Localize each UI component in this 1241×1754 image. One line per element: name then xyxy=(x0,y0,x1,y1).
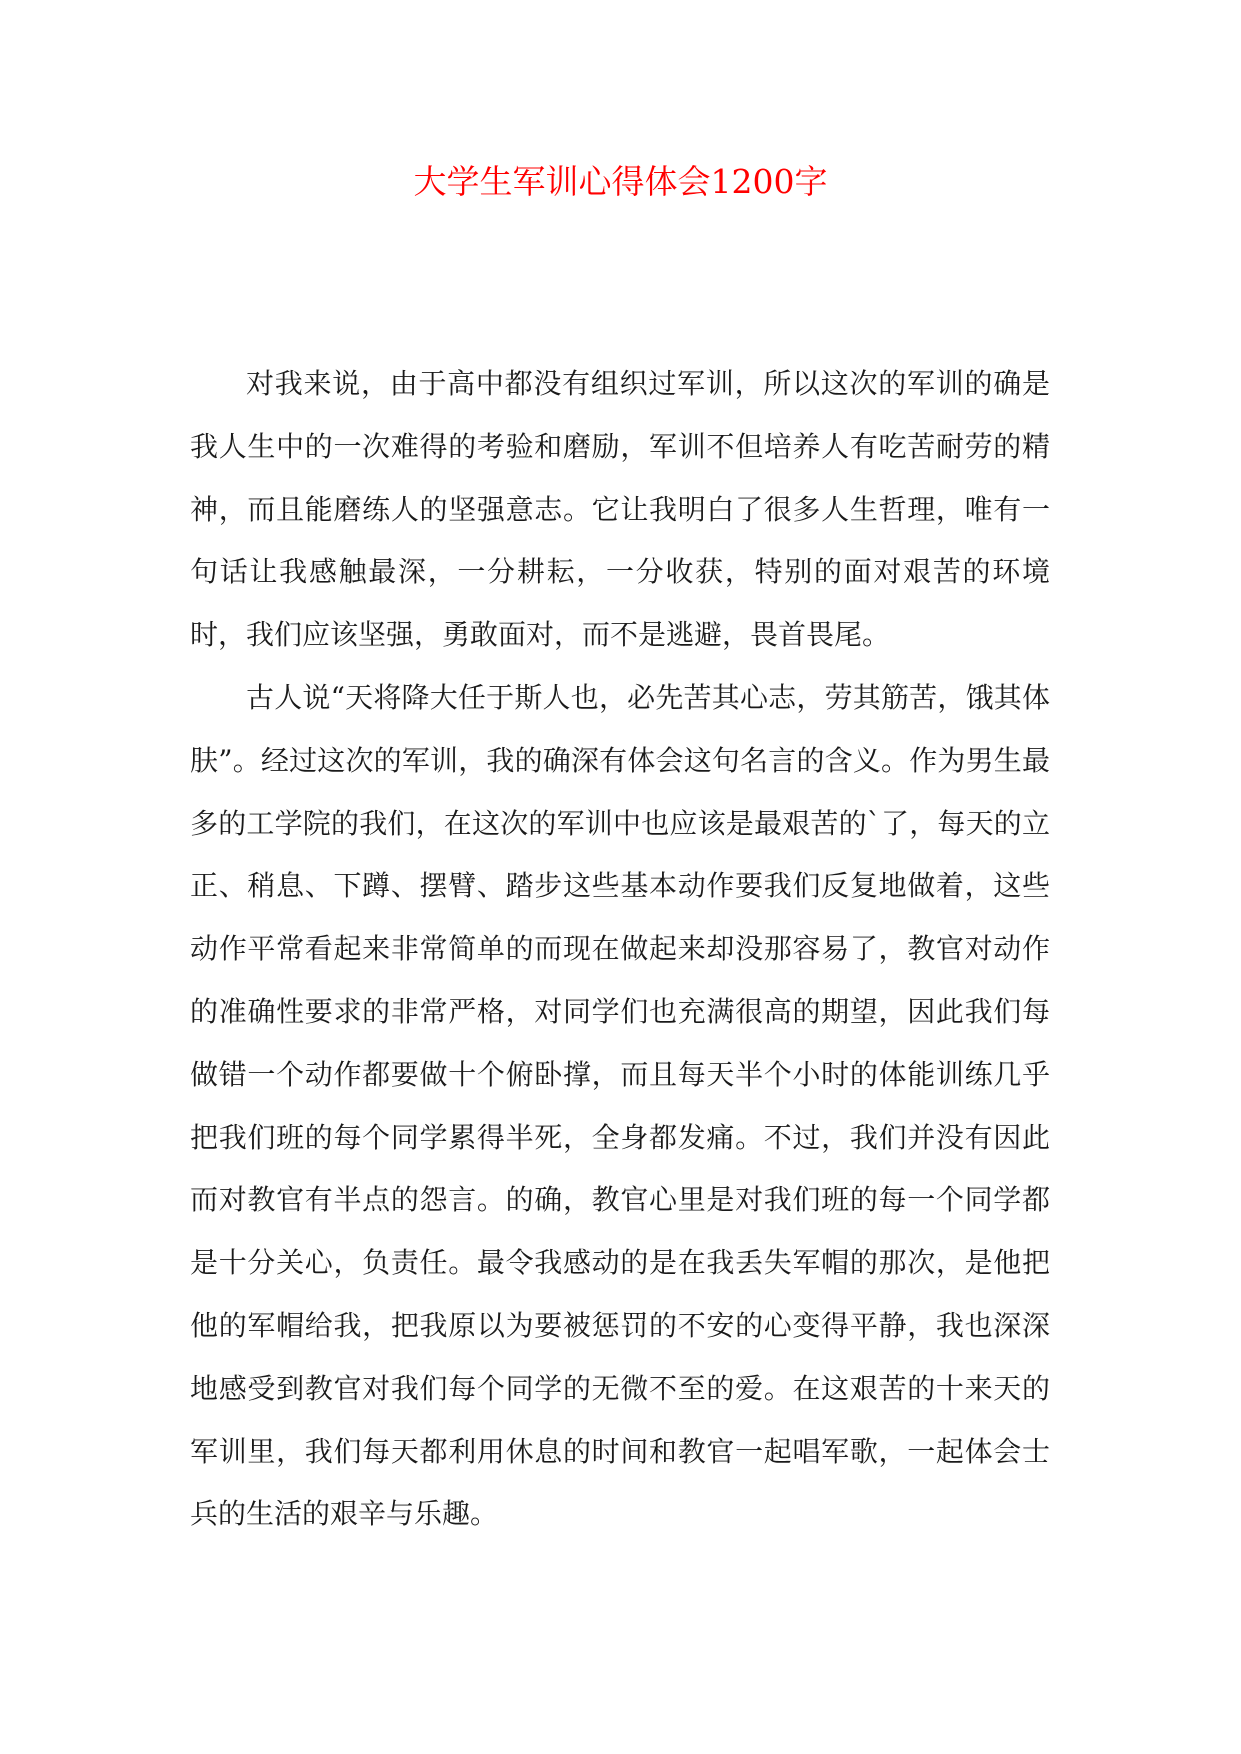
document-title: 大学生军训心得体会1200字 xyxy=(413,162,828,201)
document-body xyxy=(190,353,1050,1546)
paragraph-1: 对我来说，由于高中都没有组织过军训，所以这次的军训的确是我人生中的一次难得的考验和磨励，军训不但培养人有吃苦耐劳的精神，而且能磨练人的坚强意志。它让我明白了很多人生哲理，唯有一句话让我感触最深，一分耕耘，一分收获，特别的面对艰苦的环境时，我们应该坚强，勇敢面对，而不是逃避，畏首畏尾。 xyxy=(190,367,1050,652)
paragraph-2: 古人说“天将降大任于斯人也，必先苦其心志，劳其筋苦，饿其体肤”。经过这次的军训，我的确深有体会这句名言的含义。作为男生最多的工学院的我们，在这次的军训中也应该是最艰苦的`了，每天的立正、稍息、下蹲、摆臂、踏步这些基本动作要我们反复地做着，这些动作平常看起来非常简单的而现在做起来却没那容易了，教官对动作的准确性要求的非常严格，对同学们也充满很高的期望，因此我们每做错一个动作都要做十个俯卧撑，而且每天半个小时的体能训练几乎把我们班的每个同学累得半死，全身都发痛。不过，我们并没有因此而对教官有半点的怨言。的确，教官心里是对我们班的每一个同学都是十分关心，负责任。最令我感动的是在我丢失军帽的那次，是他把他的军帽给我，把我原以为要被惩罚的不安的心变得平静，我也深深地感受到教官对我们每个同学的无微不至的爱。在这艰苦的十来天的军训里，我们每天都利用休息的时间和教官一起唱军歌，一起体会士兵的生活的艰辛与乐趣。 xyxy=(190,680,1050,1531)
